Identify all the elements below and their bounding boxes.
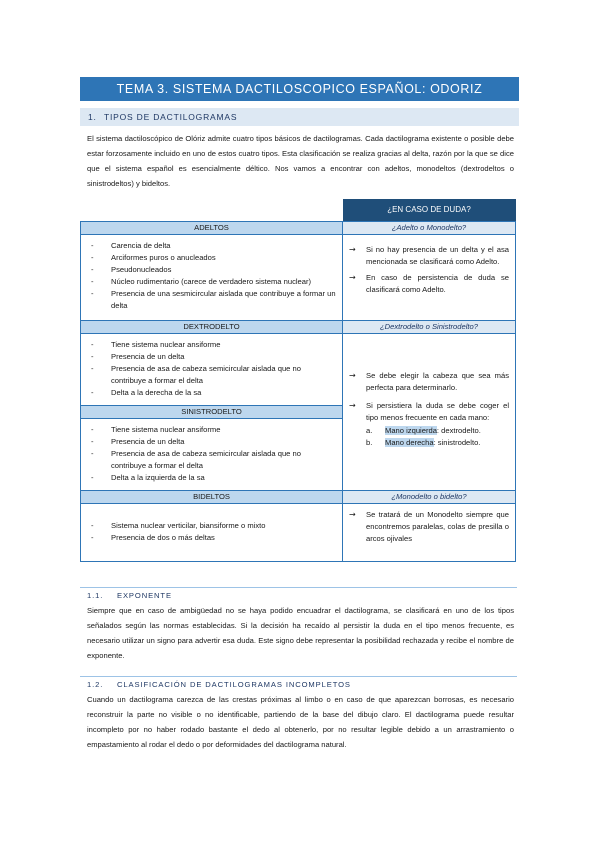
list-item: → Se tratará de un Monodelto siempre que encontremos paralelas, colas de presilla o arcos ojivales: [349, 509, 509, 545]
subsection-heading-1-1: [87, 591, 172, 600]
subsection-number: 1.1.: [87, 591, 104, 600]
letter-a: a.: [366, 426, 373, 435]
list-item: - Delta a la izquierda de la sa: [91, 472, 338, 484]
list-item: - Presencia de un delta: [91, 351, 338, 363]
list-item: - Arciformes puros o anucleados: [91, 252, 338, 264]
dextrodelto-header: DEXTRODELTO: [81, 320, 343, 333]
section-number: 1.: [88, 112, 97, 122]
incompletos-paragraph: Cuando un dactilograma carezca de las crestas próximas al limbo o en caso de que aparezcan borrosas, es necesario reconstruir la parte no visible o no identificable, partiendo de la base del dibujo claro. El dactilograma puede resultar incompleto por no haber rodado bastante el dedo al obtenerlo, por no resultar legible debido a un arrastramiento o empastamiento al rodar el dedo o por deformidades del dactilograma natural.: [87, 695, 514, 749]
highlight-left-hand: Mano izquierda: [385, 426, 437, 435]
adeltos-cell: [81, 234, 343, 320]
delta-types-table: [80, 199, 516, 562]
hand-result: : dextrodelto.: [436, 426, 481, 435]
list-item: - Presencia de una sesmicircular aislada que contribuye a formar un delta: [91, 288, 338, 312]
subsection-heading-1-2: [87, 680, 351, 689]
sinistrodelto-header: SINISTRODELTO: [81, 405, 343, 418]
dextrodelto-cell: [81, 333, 343, 405]
sinistrodelto-list: [81, 419, 342, 489]
list-item: - Tiene sistema nuclear ansiforme: [91, 424, 338, 436]
bideltos-list: [81, 515, 342, 549]
section-heading-1: [80, 108, 519, 126]
sinistrodelto-cell: [81, 418, 343, 490]
doubt-column-header: ¿EN CASO DE DUDA?: [343, 199, 516, 221]
list-item: → En caso de persistencia de duda se clasificará como Adelto.: [349, 272, 509, 296]
adeltos-doubt-list: [343, 235, 515, 305]
subsection-label: EXPONENTE: [117, 591, 172, 600]
list-item: → Se debe elegir la cabeza que sea más perfecta para determinarlo.: [349, 370, 509, 394]
list-item: - Presencia de un delta: [91, 436, 338, 448]
subsection-label: CLASIFICACIÓN DE DACTILOGRAMAS INCOMPLETOS: [117, 680, 351, 689]
list-item: [349, 400, 509, 449]
section-label: TIPOS DE DACTILOGRAMAS: [104, 112, 238, 122]
divider: [80, 676, 517, 677]
list-item: - Presencia de dos o más deltas: [91, 532, 338, 544]
list-item: - Sistema nuclear verticilar, biansiforme o mixto: [91, 520, 338, 532]
divider: [80, 587, 517, 588]
dextro-sinistro-doubt-cell: [343, 333, 516, 490]
page-title: TEMA 3. SISTEMA DACTILOSCOPICO ESPAÑOL: ODORIZ: [80, 77, 519, 101]
list-item: - Carencia de delta: [91, 240, 338, 252]
bideltos-header: BIDELTOS: [81, 490, 343, 503]
list-item: [366, 425, 509, 437]
list-item: - Tiene sistema nuclear ansiforme: [91, 339, 338, 351]
highlight-right-hand: Mano derecha: [385, 438, 434, 447]
bideltos-cell: [81, 503, 343, 561]
intro-paragraph: El sistema dactiloscópico de Olóriz admite cuatro tipos básicos de dactilogramas. Cada dactilograma existente o posible debe estar forzosamente incluido en uno de estos cuatro tipos. Esta clasificación se realiza gracias al delta, razón por la que se dice que el sistema español es esencialmente déltico. Nos vamos a encontrar con adeltos, monodeltos (dextrodeltos o sinistrodeltos) y bideltos.: [87, 134, 514, 188]
list-item: - Delta a la derecha de la sa: [91, 387, 338, 399]
list-item: - Presencia de asa de cabeza semicircular aislada que no contribuye a formar el delta: [91, 363, 338, 387]
list-item: [366, 437, 509, 449]
list-item: → Si no hay presencia de un delta y el asa mencionada se clasificará como Adelto.: [349, 244, 509, 268]
hand-list: [366, 425, 509, 449]
list-item: - Pseudonucleados: [91, 264, 338, 276]
dextrodelto-list: [81, 334, 342, 404]
doubt-text: Si persistiera la duda se debe coger el tipo menos frecuente en cada mano:: [366, 401, 509, 422]
list-item: - Presencia de asa de cabeza semicircular aislada que no contribuye a formar el delta: [91, 448, 338, 472]
bideltos-question: ¿Monodelto o bidelto?: [343, 490, 516, 503]
adeltos-doubt-cell: [343, 234, 516, 320]
bideltos-doubt-list: [343, 504, 515, 554]
dextro-doubt-list: [343, 365, 515, 458]
adeltos-list: [81, 235, 342, 317]
letter-b: b.: [366, 438, 373, 447]
hand-result: : sinistrodelto.: [433, 438, 481, 447]
adeltos-header: ADELTOS: [81, 221, 343, 234]
list-item: - Núcleo rudimentario (carece de verdadero sistema nuclear): [91, 276, 338, 288]
bideltos-doubt-cell: [343, 503, 516, 561]
table-header-empty: [81, 199, 343, 221]
dextrodelto-question: ¿Dextrodelto o Sinistrodelto?: [343, 320, 516, 333]
subsection-number: 1.2.: [87, 680, 104, 689]
exponente-paragraph: Siempre que en caso de ambigüedad no se haya podido encuadrar el dactilograma, se clasificará en uno de los tipos señalados según las normas establecidas. Si la decisión ha recaído al persistir la duda en el tipo menos frecuente, es necesario utilizar un signo para advertir esa duda. Este signo debe representar la posibilidad rechazada y recibe el nombre de exponente.: [87, 606, 514, 660]
adeltos-question: ¿Adelto o Monodelto?: [343, 221, 516, 234]
